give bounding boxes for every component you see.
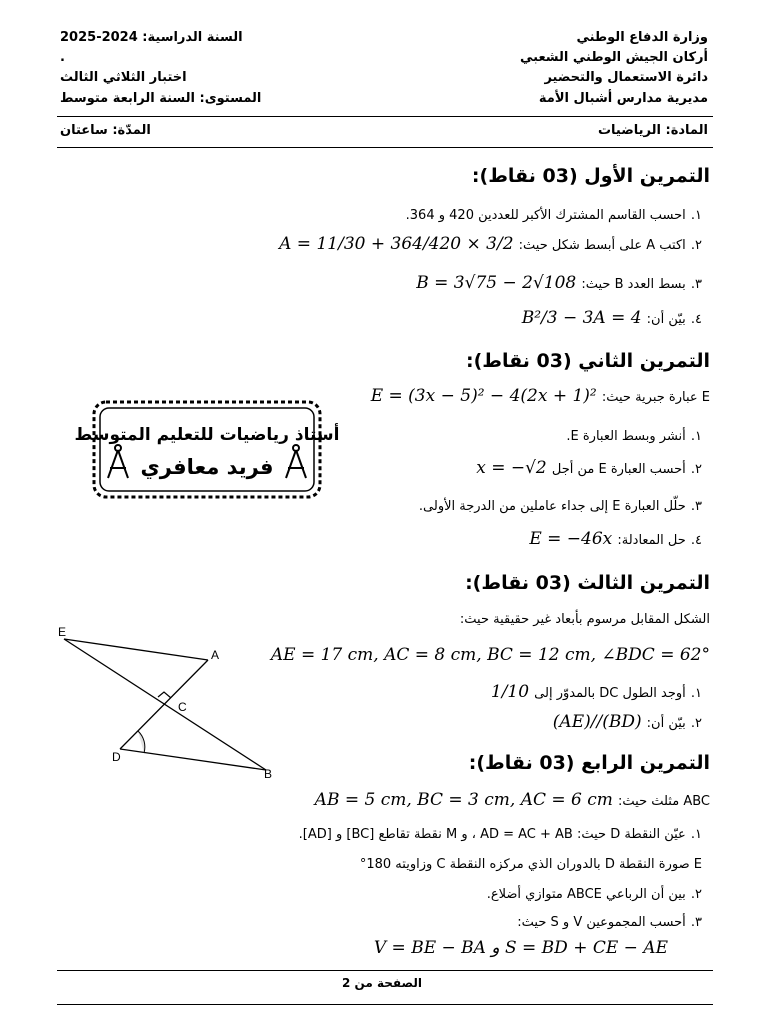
subject-label: المادة: الرياضيات: [597, 123, 708, 138]
item-math: x = −√2: [476, 458, 547, 478]
ex4-item-1b: [360, 853, 702, 872]
exercise-4-title: التمرين الرابع (03 نقاط):: [468, 752, 710, 774]
item-math: B = 3√75 − 2√108: [416, 273, 577, 293]
compass-icon-left: [108, 445, 128, 478]
item-text: بين أن الرباعي ABCE متوازي أضلاع.: [486, 887, 686, 902]
segment-db: [120, 749, 266, 770]
item-math: B²/3 − 3A = 4: [521, 308, 642, 328]
item-text: حلّل العبارة E إلى جداء عاملين من الدرجة الأولى.: [418, 499, 686, 514]
intro-math: AB = 5 cm, BC = 3 cm, AC = 6 cm: [314, 790, 613, 810]
department-line: دائرة الاستعمال والتحضير: [544, 70, 708, 85]
item-text: احسب القاسم المشترك الأكبر للعددين 420 و 364.: [405, 208, 686, 223]
item-number: ٤.: [690, 312, 702, 327]
geometry-figure: [48, 625, 278, 785]
footer-divider-bottom: [57, 1004, 713, 1005]
stamp-line-2: فريد معافري: [140, 455, 274, 479]
level-line: المستوى: السنة الرابعة متوسط: [60, 91, 262, 106]
intro-text: ABC مثلث حيث:: [618, 794, 710, 809]
item-math: E = −46x: [529, 529, 613, 549]
item-number: ٣.: [690, 499, 702, 514]
item-text: بيّن أن:: [646, 312, 686, 327]
item-number: ٢.: [690, 887, 702, 902]
ex2-item-4: [529, 529, 702, 549]
ex3-item-2: [553, 712, 702, 732]
ex4-item-1: [299, 823, 702, 842]
ex1-item-3: [416, 273, 702, 293]
item-number: ٢.: [690, 238, 702, 253]
ex1-item-2: [279, 234, 702, 254]
item-text: عيّن النقطة D حيث: AD = AC + AB ، و M نقطة تقاطع [BC] و [AD].: [298, 827, 686, 842]
ex1-item-4: [522, 308, 702, 328]
angle-arc-d: [138, 731, 145, 753]
header-dot: .: [60, 50, 65, 65]
item-number: ١.: [690, 429, 702, 444]
duration-label: المدّة: ساعتان: [60, 123, 151, 138]
item-math: (AE)//(BD): [552, 712, 642, 732]
item-number: ١.: [690, 686, 702, 701]
item-number: ٢.: [690, 462, 702, 477]
exercise-3-title: التمرين الثالث (03 نقاط):: [465, 572, 710, 594]
ex2-item-3: [419, 495, 702, 514]
ex3-item-1: [491, 682, 702, 702]
point-label-d: D: [112, 750, 121, 764]
ex2-item-2: [476, 458, 702, 478]
item-text: أوجد الطول DC بالمدوّر إلى: [534, 686, 686, 701]
item-number: ٣.: [690, 277, 702, 292]
item-text: بيّن أن:: [646, 716, 686, 731]
ex4-final-math: V = BE − BA و S = BD + CE − AE: [373, 938, 668, 958]
ex4-item-2: [487, 883, 702, 902]
point-label-c: C: [178, 700, 187, 714]
school-year: السنة الدراسية: 2024-2025: [60, 30, 243, 45]
ex3-intro-text: الشكل المقابل مرسوم بأبعاد غير حقيقية حيث:: [459, 612, 710, 627]
segment-ad: [120, 660, 208, 749]
stamp-line-1: أستاذ رياضيات للتعليم المتوسط: [74, 425, 340, 445]
army-staff-line: أركان الجيش الوطني الشعبي: [520, 50, 708, 65]
point-label-a: A: [211, 648, 220, 662]
segment-ea: [64, 639, 208, 660]
page-indicator: الصفحة من 2: [342, 976, 422, 990]
item-text: أحسب العبارة E من أجل: [551, 462, 686, 477]
compass-icon-right: [286, 445, 306, 478]
header-divider-bottom: [57, 147, 713, 148]
right-angle-mark: [158, 692, 171, 698]
ex2-item-1: [566, 425, 702, 444]
item-number: ١.: [690, 827, 702, 842]
ex2-intro: [371, 386, 710, 406]
item-text: حل المعادلة:: [617, 533, 686, 548]
item-text: أنشر وبسط العبارة E.: [566, 429, 686, 444]
point-label-e: E: [58, 625, 67, 639]
ministry-line: وزارة الدفاع الوطني: [576, 30, 708, 45]
ex1-item-1: [406, 204, 702, 223]
item-text: بسط العدد B حيث:: [581, 277, 686, 292]
item-number: ٤.: [690, 533, 702, 548]
header-divider-top: [57, 116, 713, 117]
item-number: ٢.: [690, 716, 702, 731]
item-text: اكتب A على أبسط شكل حيث:: [518, 238, 686, 253]
item-text: E صورة النقطة D بالدوران الذي مركزه النقطة C وزاويته 180°: [359, 857, 702, 872]
point-label-b: B: [264, 767, 273, 781]
ex3-intro-math: AE = 17 cm, AC = 8 cm, BC = 12 cm, ∠BDC = 62°: [270, 645, 710, 665]
item-math: A = 11/30 + 364/420 × 3/2: [279, 234, 514, 254]
intro-text: E عبارة جبرية حيث:: [601, 390, 710, 405]
footer-divider-top: [57, 970, 713, 971]
ex4-intro: [315, 790, 710, 810]
exercise-1-title: التمرين الأول (03 نقاط):: [471, 165, 710, 187]
item-number: ١.: [690, 208, 702, 223]
ex4-item-3: [517, 911, 702, 930]
exercise-2-title: التمرين الثاني (03 نقاط):: [465, 350, 710, 372]
directorate-line: مديرية مدارس أشبال الأمة: [538, 91, 708, 106]
item-math: 1/10: [490, 682, 530, 702]
stamp-graphic: [74, 398, 340, 501]
segment-eb: [64, 639, 266, 770]
intro-math: E = (3x − 5)² − 4(2x + 1)²: [370, 386, 597, 406]
exam-title: اختبار الثلاثي الثالث: [60, 70, 187, 85]
item-number: ٣.: [690, 915, 702, 930]
teacher-stamp: [74, 398, 340, 501]
item-text: أحسب المجموعين V و S حيث:: [517, 915, 686, 930]
